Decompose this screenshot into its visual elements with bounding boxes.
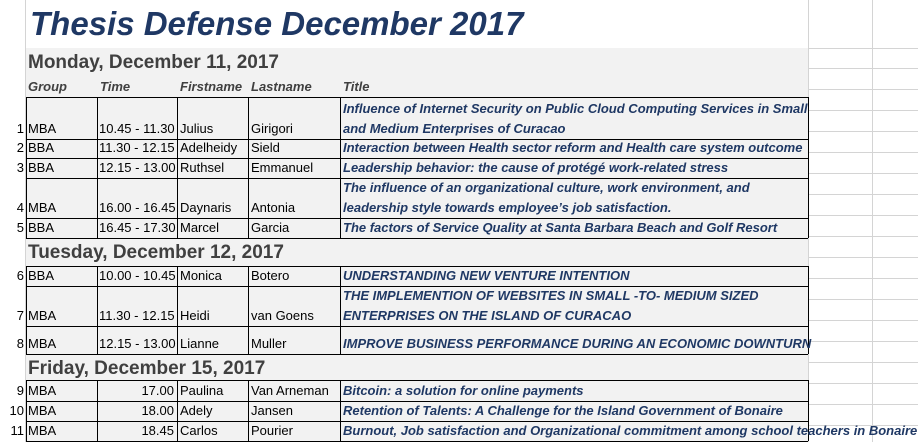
grid-line (808, 131, 918, 132)
lastname-cell[interactable]: Sield (251, 140, 280, 155)
cell-border (26, 326, 27, 354)
sheet-title: Thesis Defense December 2017 (30, 5, 524, 42)
lastname-cell[interactable]: Pourier (251, 423, 293, 438)
cell-border (808, 401, 809, 421)
firstname-cell[interactable]: Paulina (180, 383, 224, 398)
cell-border (26, 421, 27, 441)
firstname-cell[interactable]: Daynaris (180, 200, 232, 215)
grid-line (808, 194, 918, 195)
firstname-cell[interactable]: Lianne (180, 336, 220, 351)
grid-line (808, 278, 918, 279)
cell-border (248, 380, 249, 401)
grid-line (808, 89, 918, 90)
title-cell[interactable]: Leadership behavior: the cause of protégé work-related stress (343, 160, 729, 175)
grid-line (808, 383, 918, 384)
cell-border (177, 158, 178, 178)
cell-border (26, 266, 27, 286)
cell-border (97, 266, 98, 286)
row-number: 4 (16, 200, 24, 215)
day-heading: Friday, December 15, 2017 (28, 358, 266, 379)
cell-border (340, 401, 341, 421)
grid-line (808, 299, 918, 300)
time-cell[interactable]: 18.00 (141, 403, 174, 418)
row-number: 1 (16, 121, 24, 136)
cell-border (97, 401, 98, 421)
cell-border (97, 97, 98, 139)
grid-line (808, 48, 918, 49)
row-border (26, 421, 808, 422)
row-border (26, 401, 808, 402)
cell-border (26, 178, 27, 218)
cell-border (340, 286, 341, 326)
group-cell[interactable]: MBA (28, 403, 57, 418)
grid-line (808, 110, 918, 111)
cell-border (808, 218, 809, 238)
lastname-cell[interactable]: van Goens (251, 308, 314, 323)
lastname-cell[interactable]: Emmanuel (251, 160, 314, 175)
row-number: 5 (16, 220, 24, 235)
lastname-cell[interactable]: Jansen (251, 403, 293, 418)
cell-border (340, 380, 341, 401)
time-cell[interactable]: 12.15 - 13.00 (99, 336, 176, 351)
cell-border (248, 401, 249, 421)
row-border (26, 266, 808, 267)
title-cell[interactable]: leadership style towards employee’s job satisfaction. (343, 200, 672, 215)
group-cell[interactable]: BBA (28, 268, 55, 283)
cell-border (248, 286, 249, 326)
row-number: 3 (16, 160, 24, 175)
column-header-title: Title (343, 79, 370, 94)
cell-border (97, 380, 98, 401)
cell-border (177, 266, 178, 286)
cell-border (177, 139, 178, 158)
time-cell[interactable]: 10.00 - 10.45 (99, 268, 176, 283)
column-header-time: Time (100, 79, 131, 94)
firstname-cell[interactable]: Marcel (180, 220, 220, 235)
cell-border (340, 97, 341, 139)
cell-border (808, 286, 809, 326)
group-cell[interactable]: BBA (28, 140, 55, 155)
group-cell[interactable]: MBA (28, 200, 57, 215)
grid-line (808, 257, 918, 258)
firstname-cell[interactable]: Julius (180, 121, 214, 136)
cell-border (808, 266, 809, 286)
row-border (26, 218, 808, 219)
title-cell[interactable]: ENTERPRISES ON THE ISLAND OF CURACAO (343, 308, 632, 323)
row-number: 6 (16, 268, 24, 283)
firstname-cell[interactable]: Ruthsel (180, 160, 225, 175)
cell-border (248, 97, 249, 139)
row-border (26, 238, 808, 239)
title-cell[interactable]: Interaction between Health sector reform and Health care system outcome (343, 140, 803, 155)
title-cell[interactable]: The factors of Service Quality at Santa Barbara Beach and Golf Resort (343, 220, 778, 235)
cell-border (808, 97, 809, 139)
cell-border (808, 158, 809, 178)
lastname-cell[interactable]: Garcia (251, 220, 290, 235)
time-cell[interactable]: 17.00 (141, 383, 174, 398)
lastname-cell[interactable]: Girigori (251, 121, 293, 136)
cell-border (97, 158, 98, 178)
title-cell[interactable]: Influence of Internet Security on Public Cloud Computing Services in Small (343, 101, 808, 116)
row-number: 2 (16, 140, 24, 155)
title-cell[interactable]: IMPROVE BUSINESS PERFORMANCE DURING AN ECONOMIC DOWNTURN (343, 336, 812, 351)
row-number: 9 (16, 383, 24, 398)
day-heading: Monday, December 11, 2017 (28, 52, 279, 73)
firstname-cell[interactable]: Adely (180, 403, 213, 418)
lastname-cell[interactable]: Botero (251, 268, 290, 283)
row-border (26, 326, 808, 327)
grid-line (808, 215, 918, 216)
cell-border (177, 326, 178, 354)
lastname-cell[interactable]: Van Arneman (251, 383, 329, 398)
cell-border (97, 326, 98, 354)
grid-line (808, 236, 918, 237)
row-border (26, 97, 808, 98)
cell-border (177, 218, 178, 238)
cell-border (26, 286, 27, 326)
time-cell[interactable]: 16.45 - 17.30 (99, 220, 176, 235)
cell-border (26, 158, 27, 178)
group-cell[interactable]: MBA (28, 121, 57, 136)
title-cell[interactable]: and Medium Enterprises of Curacao (343, 121, 566, 136)
grid-line (808, 152, 918, 153)
time-cell[interactable]: 11.30 - 12.15 (99, 308, 175, 323)
group-cell[interactable]: MBA (28, 308, 57, 323)
cell-border (26, 401, 27, 421)
cell-border (248, 421, 249, 441)
cell-border (97, 218, 98, 238)
group-cell[interactable]: MBA (28, 336, 57, 351)
cell-border (26, 218, 27, 238)
cell-border (97, 139, 98, 158)
title-cell[interactable]: Burnout, Job satisfaction and Organizational commitment among school teachers in Bonaire (343, 423, 918, 438)
grid-line (808, 404, 918, 405)
title-cell[interactable]: Bitcoin: a solution for online payments (343, 383, 584, 398)
cell-border (97, 178, 98, 218)
cell-border (248, 139, 249, 158)
cell-border (177, 380, 178, 401)
cell-border (248, 178, 249, 218)
cell-border (26, 97, 27, 139)
column-header-group: Group (28, 79, 67, 94)
title-cell[interactable]: The influence of an organizational culture, work environment, and (343, 180, 750, 195)
cell-border (248, 218, 249, 238)
grid-line (872, 0, 873, 442)
cell-border (177, 178, 178, 218)
row-number: 10 (9, 403, 24, 418)
grid-line (808, 68, 918, 69)
grid-line (808, 341, 918, 342)
cell-border (808, 139, 809, 158)
time-cell[interactable]: 18.45 (141, 423, 174, 438)
group-cell[interactable]: MBA (28, 423, 57, 438)
cell-border (248, 158, 249, 178)
row-number: 11 (10, 423, 24, 438)
cell-border (808, 178, 809, 218)
row-border (26, 286, 808, 287)
cell-border (340, 421, 341, 441)
grid-line (808, 320, 918, 321)
group-cell[interactable]: MBA (28, 383, 57, 398)
cell-border (340, 139, 341, 158)
lastname-cell[interactable]: Antonia (251, 200, 296, 215)
cell-border (177, 286, 178, 326)
title-cell[interactable]: UNDERSTANDING NEW VENTURE INTENTION (343, 268, 630, 283)
title-cell[interactable]: Retention of Talents: A Challenge for the Island Government of Bonaire (343, 403, 783, 418)
group-cell[interactable]: BBA (28, 220, 55, 235)
cell-border (340, 266, 341, 286)
cell-border (26, 139, 27, 158)
firstname-cell[interactable]: Carlos (180, 423, 218, 438)
time-cell[interactable]: 12.15 - 13.00 (99, 160, 176, 175)
row-border (26, 178, 808, 179)
group-cell[interactable]: BBA (28, 160, 55, 175)
grid-line (808, 173, 918, 174)
cell-border (248, 266, 249, 286)
cell-border (97, 421, 98, 441)
time-cell[interactable]: 11.30 - 12.15 (99, 140, 175, 155)
row-border (26, 354, 808, 355)
cell-border (340, 218, 341, 238)
cell-border (340, 158, 341, 178)
firstname-cell[interactable]: Monica (180, 268, 222, 283)
row-number: 7 (16, 308, 24, 323)
cell-border (97, 286, 98, 326)
grid-line (808, 362, 918, 363)
cell-border (808, 380, 809, 401)
cell-border (177, 97, 178, 139)
firstname-cell[interactable]: Adelheidy (180, 140, 238, 155)
time-cell[interactable]: 10.45 - 11.30 (99, 121, 175, 136)
cell-border (177, 401, 178, 421)
firstname-cell[interactable]: Heidi (180, 308, 210, 323)
title-cell[interactable]: THE IMPLEMENTION OF WEBSITES IN SMALL -TO- MEDIUM SIZED (343, 288, 759, 303)
cell-border (340, 178, 341, 218)
row-border (26, 158, 808, 159)
cell-border (248, 326, 249, 354)
lastname-cell[interactable]: Muller (251, 336, 287, 351)
column-header-lastname: Lastname (251, 79, 312, 94)
cell-border (177, 421, 178, 441)
column-header-firstname: Firstname (180, 79, 243, 94)
day-heading: Tuesday, December 12, 2017 (28, 242, 284, 263)
cell-border (26, 380, 27, 401)
cell-border (340, 326, 341, 354)
time-cell[interactable]: 16.00 - 16.45 (99, 200, 176, 215)
row-border (26, 380, 808, 381)
row-number: 8 (16, 336, 24, 351)
